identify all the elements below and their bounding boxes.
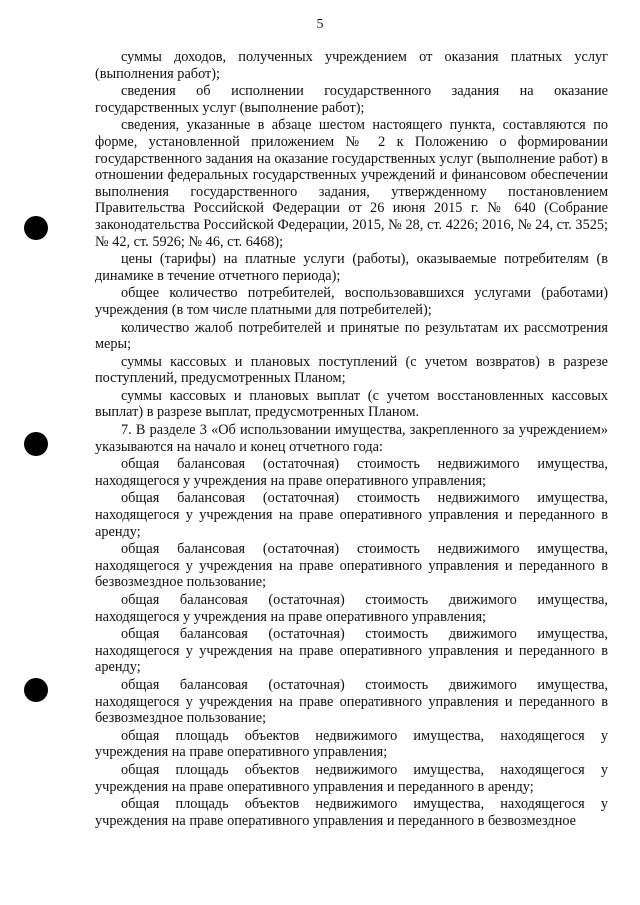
paragraph: цены (тарифы) на платные услуги (работы), оказываемые потребителям (в динамике в течение отчетного периода);	[95, 251, 608, 284]
paragraph: общая балансовая (остаточная) стоимость недвижимого имущества, находящегося у учреждения на праве оперативного управления и переданного в безвозмездное пользование;	[95, 541, 608, 591]
paragraph: общая балансовая (остаточная) стоимость движимого имущества, находящегося у учреждения на праве оперативного управления и переданного в аренду;	[95, 626, 608, 676]
paragraph: общая площадь объектов недвижимого имущества, находящегося у учреждения на праве оперативного управления и переданного в безвозмездное	[95, 796, 608, 829]
punch-hole-mark	[24, 432, 48, 456]
paragraph: суммы кассовых и плановых выплат (с учетом восстановленных кассовых выплат) в разрезе выплат, предусмотренных Планом.	[95, 387, 608, 421]
paragraph: общая балансовая (остаточная) стоимость недвижимого имущества, находящегося у учреждения на праве оперативного управления и переданного в аренду;	[95, 490, 608, 540]
paragraph: общая площадь объектов недвижимого имущества, находящегося у учреждения на праве оперативного управления и переданного в аренду;	[95, 761, 608, 795]
paragraph: общая балансовая (остаточная) стоимость движимого имущества, находящегося у учреждения на праве оперативного управления;	[95, 592, 608, 625]
paragraph: суммы доходов, полученных учреждением от оказания платных услуг (выполнения работ);	[95, 49, 608, 82]
paragraph: общая площадь объектов недвижимого имущества, находящегося у учреждения на праве оперативного управления;	[95, 727, 608, 761]
section-heading-paragraph: 7. В разделе 3 «Об использовании имущества, закрепленного за учреждением» указываются на начало и конец отчетного года:	[95, 422, 608, 455]
paragraph: общая балансовая (остаточная) стоимость недвижимого имущества, находящегося у учреждения на праве оперативного управления;	[95, 456, 608, 489]
document-body	[95, 49, 608, 830]
punch-hole-mark	[24, 216, 48, 240]
punch-hole-mark	[24, 678, 48, 702]
paragraph: общая балансовая (остаточная) стоимость движимого имущества, находящегося у учреждения на праве оперативного управления и переданного в безвозмездное пользование;	[95, 676, 608, 727]
page-number: 5	[316, 17, 324, 32]
paragraph: сведения об исполнении государственного задания на оказание государственных услуг (выполнение работ);	[95, 83, 608, 116]
paragraph: общее количество потребителей, воспользовавшихся услугами (работами) учреждения (в том числе платными для потребителей);	[95, 285, 608, 318]
paragraph: сведения, указанные в абзаце шестом настоящего пункта, составляются по форме, установленной приложением № 2 к Положению о формировании государственного задания на оказание государственных услуг (выполнение работ) в отношении федеральных государственных учреждений и финансовом обеспечении выполнения государственного задания, утвержденному постановлением Правительства Российской Федерации от 26 июня 2015 г. № 640 (Собрание законодательства Российской Федерации, 2015, № 28, ст. 4226; 2016, № 24, ст. 3525; № 42, ст. 5926; № 46, ст. 6468);	[95, 117, 608, 250]
paragraph: количество жалоб потребителей и принятые по результатам их рассмотрения меры;	[95, 319, 608, 353]
paragraph: суммы кассовых и плановых поступлений (с учетом возвратов) в разрезе поступлений, предусмотренных Планом;	[95, 353, 608, 387]
